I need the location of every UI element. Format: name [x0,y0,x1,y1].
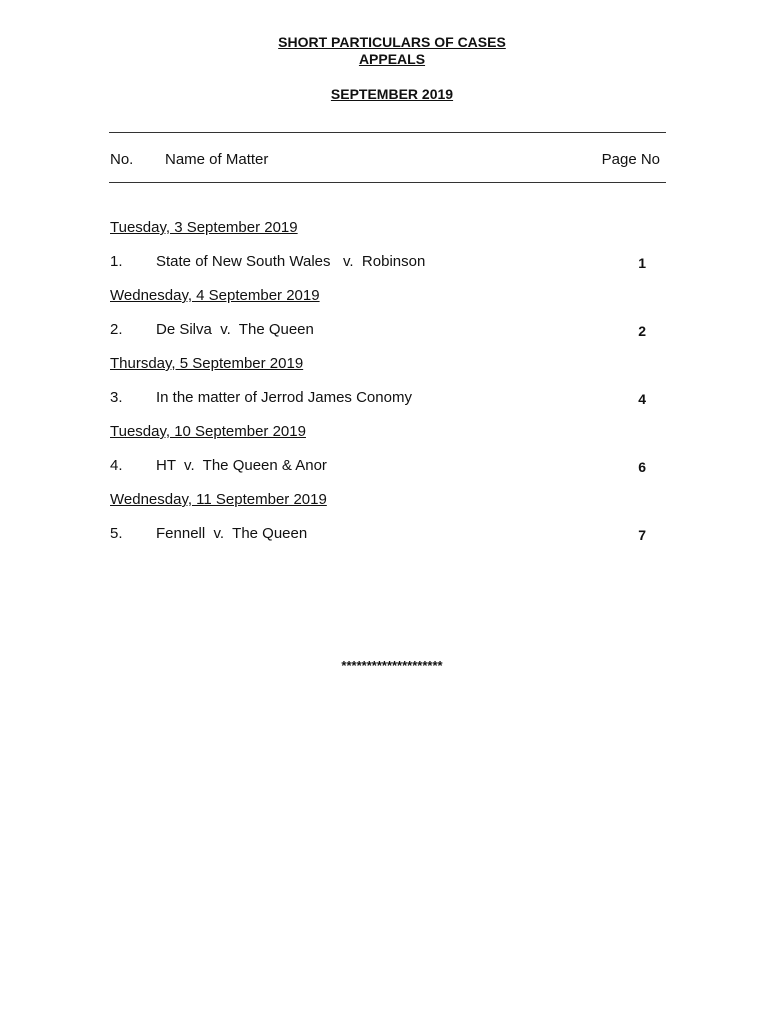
item-number: 1. [110,253,123,270]
list-item [0,253,770,273]
document-subtitle: APPEALS [358,51,426,67]
matter-name: Fennell v. The Queen [156,525,308,542]
list-item [0,389,770,409]
matter-name: State of New South Wales v. Robinson [156,253,426,270]
document-title: SHORT PARTICULARS OF CASES [278,34,506,50]
list-item [0,457,770,477]
item-number: 4. [110,457,123,474]
matter-name: In the matter of Jerrod James Conomy [156,389,412,406]
item-number: 2. [110,321,123,338]
date-heading: Tuesday, 3 September 2019 [110,219,298,236]
item-number: 5. [110,525,123,542]
matter-name: De Silva v. The Queen [156,321,314,338]
document-period: SEPTEMBER 2019 [330,86,454,102]
header-rule-bottom [109,182,666,183]
header-rule-top [109,132,666,133]
page-number: 2 [638,323,646,339]
page-number: 4 [638,391,646,407]
list-item [0,321,770,341]
matter-name: HT v. The Queen & Anor [156,457,327,474]
item-number: 3. [110,389,123,406]
column-header-no: No. [110,151,134,168]
column-header-name: Name of Matter [165,151,269,168]
column-header-page: Page No [601,151,660,168]
page-number: 1 [638,255,646,271]
page-number: 7 [638,527,646,543]
date-heading: Thursday, 5 September 2019 [110,355,304,372]
list-item [0,525,770,545]
page-number: 6 [638,459,646,475]
date-heading: Tuesday, 10 September 2019 [110,423,306,440]
end-separator: ******************** [341,658,443,673]
date-heading: Wednesday, 4 September 2019 [110,287,320,304]
date-heading: Wednesday, 11 September 2019 [110,491,327,508]
